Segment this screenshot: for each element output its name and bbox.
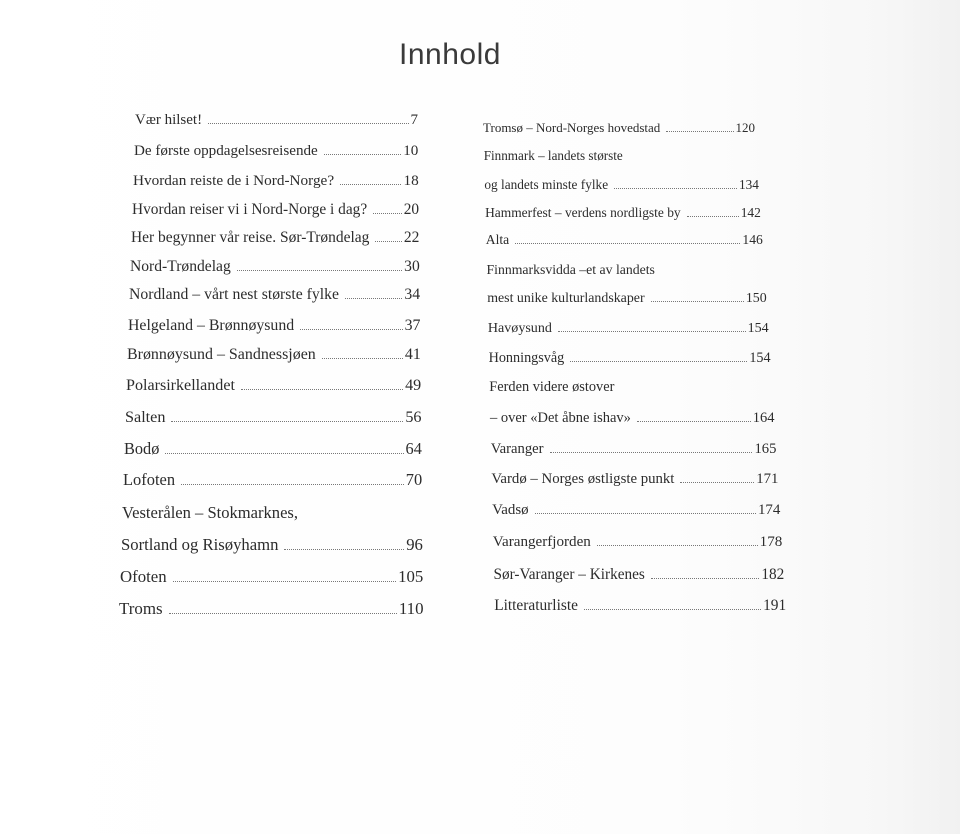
- toc-entry: [484, 148, 757, 164]
- toc-entry-page-number: 7: [410, 112, 418, 128]
- toc-entry-page-number: 146: [742, 232, 763, 247]
- toc-entry-title: – over «Det åbne ishav»: [490, 410, 631, 426]
- toc-entry-page-number: 171: [756, 471, 779, 487]
- toc-entry-page-number: 178: [759, 534, 783, 550]
- toc-entry-page-number: 134: [738, 177, 759, 192]
- toc-entry-page-number: 174: [757, 502, 781, 518]
- dot-leader: [173, 581, 396, 582]
- toc-entry-title: Litteraturliste: [494, 597, 578, 614]
- toc-entry-page-number: 191: [763, 597, 787, 614]
- dot-leader: [208, 123, 408, 124]
- toc-entry: [127, 346, 421, 364]
- toc-entry-title: Finnmark – landets største: [483, 148, 623, 163]
- dot-leader: [340, 184, 401, 185]
- dot-leader: [515, 243, 740, 244]
- dot-leader: [171, 421, 403, 422]
- toc-entry: [489, 379, 772, 396]
- toc-entry-title: Vadsø: [492, 502, 529, 518]
- toc-entry: [133, 172, 419, 190]
- toc-entry: [490, 410, 775, 427]
- toc-entry: [484, 177, 759, 193]
- toc-entry-page-number: 34: [404, 286, 421, 303]
- dot-leader: [651, 578, 760, 579]
- toc-entry-title: Salten: [125, 408, 166, 426]
- toc-entry-title: Bodø: [124, 439, 160, 458]
- toc-entry-title: Brønnøysund – Sandnessjøen: [127, 346, 316, 363]
- toc-entry-page-number: 56: [405, 408, 422, 426]
- toc-entry-title: Ferden videre østover: [489, 379, 615, 395]
- toc-entry-title: Vesterålen – Stokmarknes,: [122, 503, 298, 522]
- toc-entry-page-number: 96: [406, 535, 423, 554]
- toc-entry: [494, 566, 785, 584]
- toc-entry-title: Nordland – vårt nest største fylke: [129, 286, 339, 303]
- toc-entry-title: Vardø – Norges østligste punkt: [491, 471, 675, 487]
- dot-leader: [680, 482, 754, 483]
- toc-entry-page-number: 70: [405, 470, 423, 489]
- toc-entry: [122, 503, 423, 523]
- page-title: Innhold: [399, 38, 501, 71]
- toc-entry-page-number: 49: [405, 377, 422, 394]
- toc-entry: [491, 471, 778, 488]
- toc-entry: [131, 229, 419, 247]
- toc-entry-title: Polarsirkellandet: [126, 377, 235, 394]
- toc-entry-page-number: 120: [735, 120, 755, 135]
- dot-leader: [169, 613, 397, 614]
- dot-leader: [373, 213, 402, 214]
- dot-leader: [181, 484, 404, 485]
- toc-entry-page-number: 154: [749, 350, 771, 366]
- toc-entry: [119, 599, 424, 619]
- toc-entry-page-number: 142: [740, 205, 761, 220]
- toc-entry-title: Havøysund: [487, 320, 552, 336]
- toc-entry: [124, 439, 422, 459]
- toc-entry-title: Troms: [119, 599, 163, 618]
- dot-leader: [284, 549, 404, 550]
- dot-leader: [322, 358, 403, 359]
- dot-leader: [550, 452, 753, 453]
- toc-entry-title: Honningsvåg: [488, 350, 565, 366]
- toc-entry: [132, 201, 419, 219]
- toc-entry-page-number: 22: [403, 229, 420, 246]
- toc-entry-title: Alta: [485, 232, 510, 247]
- toc-entry: [483, 120, 755, 136]
- toc-entry-page-number: 20: [403, 201, 420, 218]
- toc-entry: [120, 567, 423, 587]
- dot-leader: [324, 154, 401, 155]
- toc-entry: [128, 317, 420, 335]
- toc-entry: [485, 205, 761, 221]
- toc-entry-title: Sør-Varanger – Kirkenes: [493, 566, 645, 583]
- toc-entry: [493, 534, 783, 551]
- toc-entry: [489, 350, 771, 367]
- toc-entry: [135, 112, 418, 129]
- dot-leader: [345, 298, 402, 299]
- toc-entry-page-number: 41: [404, 346, 421, 363]
- dot-leader: [558, 331, 746, 332]
- toc-entry-page-number: 182: [761, 566, 785, 583]
- toc-entry: [130, 258, 420, 276]
- dot-leader: [570, 361, 747, 362]
- toc-entry-title: Ofoten: [120, 567, 167, 586]
- dot-leader: [687, 216, 739, 217]
- toc-entry-title: Sortland og Risøyhamn: [121, 535, 279, 554]
- toc-entry-page-number: 105: [398, 567, 424, 586]
- dot-leader: [637, 421, 751, 422]
- toc-entry: [129, 286, 420, 304]
- toc-entry: [494, 597, 786, 615]
- toc-entry-page-number: 18: [403, 172, 419, 189]
- toc-entry-title: Hvordan reiste de i Nord-Norge?: [133, 172, 335, 189]
- toc-entry-title: og landets minste fylke: [484, 177, 609, 192]
- toc-entry-title: Lofoten: [123, 470, 176, 489]
- dot-leader: [535, 513, 756, 514]
- toc-entry-page-number: 154: [747, 320, 769, 336]
- dot-leader: [651, 301, 744, 302]
- toc-entry-title: Helgeland – Brønnøysund: [128, 317, 295, 334]
- dot-leader: [375, 241, 402, 242]
- toc-entry-title: Hvordan reiser vi i Nord-Norge i dag?: [132, 201, 368, 218]
- dot-leader: [241, 389, 403, 390]
- toc-entry-page-number: 30: [404, 258, 420, 275]
- toc-entry: [121, 535, 423, 555]
- toc-entry-title: mest unike kulturlandskaper: [487, 291, 645, 306]
- toc-entry-page-number: 164: [752, 410, 775, 426]
- toc-entry-title: Varanger: [490, 441, 544, 457]
- toc-entry-page-number: 37: [404, 317, 421, 334]
- toc-entry: [487, 291, 767, 307]
- toc-entry-title: Vær hilset!: [135, 112, 203, 128]
- toc-entry-title: Tromsø – Nord-Norges hovedstad: [483, 120, 661, 135]
- toc-entry: [123, 470, 422, 490]
- toc-entry-title: Her begynner vår reise. Sør-Trøndelag: [131, 229, 370, 246]
- toc-entry-title: Hammerfest – verdens nordligste by: [485, 205, 681, 220]
- toc-entry: [491, 441, 777, 458]
- dot-leader: [300, 329, 402, 330]
- toc-entry: [126, 377, 421, 395]
- toc-entry-title: Varangerfjorden: [492, 534, 591, 550]
- toc-entry: [487, 262, 765, 278]
- toc-entry: [492, 502, 780, 519]
- dot-leader: [584, 609, 761, 610]
- toc-entry-page-number: 150: [745, 291, 767, 306]
- toc-entry-page-number: 165: [754, 441, 777, 457]
- dot-leader: [237, 270, 402, 271]
- toc-entry-page-number: 10: [403, 143, 419, 159]
- toc-entry: [488, 320, 769, 337]
- toc-entry: [125, 408, 422, 427]
- dot-leader: [597, 545, 758, 546]
- toc-entry-page-number: 110: [398, 599, 424, 618]
- toc-entry: [486, 232, 763, 248]
- dot-leader: [165, 453, 403, 454]
- dot-leader: [666, 131, 733, 132]
- toc-entry-title: Finnmarksvidda –et av landets: [486, 262, 655, 277]
- dot-leader: [614, 188, 737, 189]
- toc-entry-title: De første oppdagelsesreisende: [134, 143, 318, 159]
- toc-entry-page-number: 64: [405, 439, 422, 458]
- toc-entry-title: Nord-Trøndelag: [130, 258, 231, 275]
- toc-entry: [134, 143, 418, 160]
